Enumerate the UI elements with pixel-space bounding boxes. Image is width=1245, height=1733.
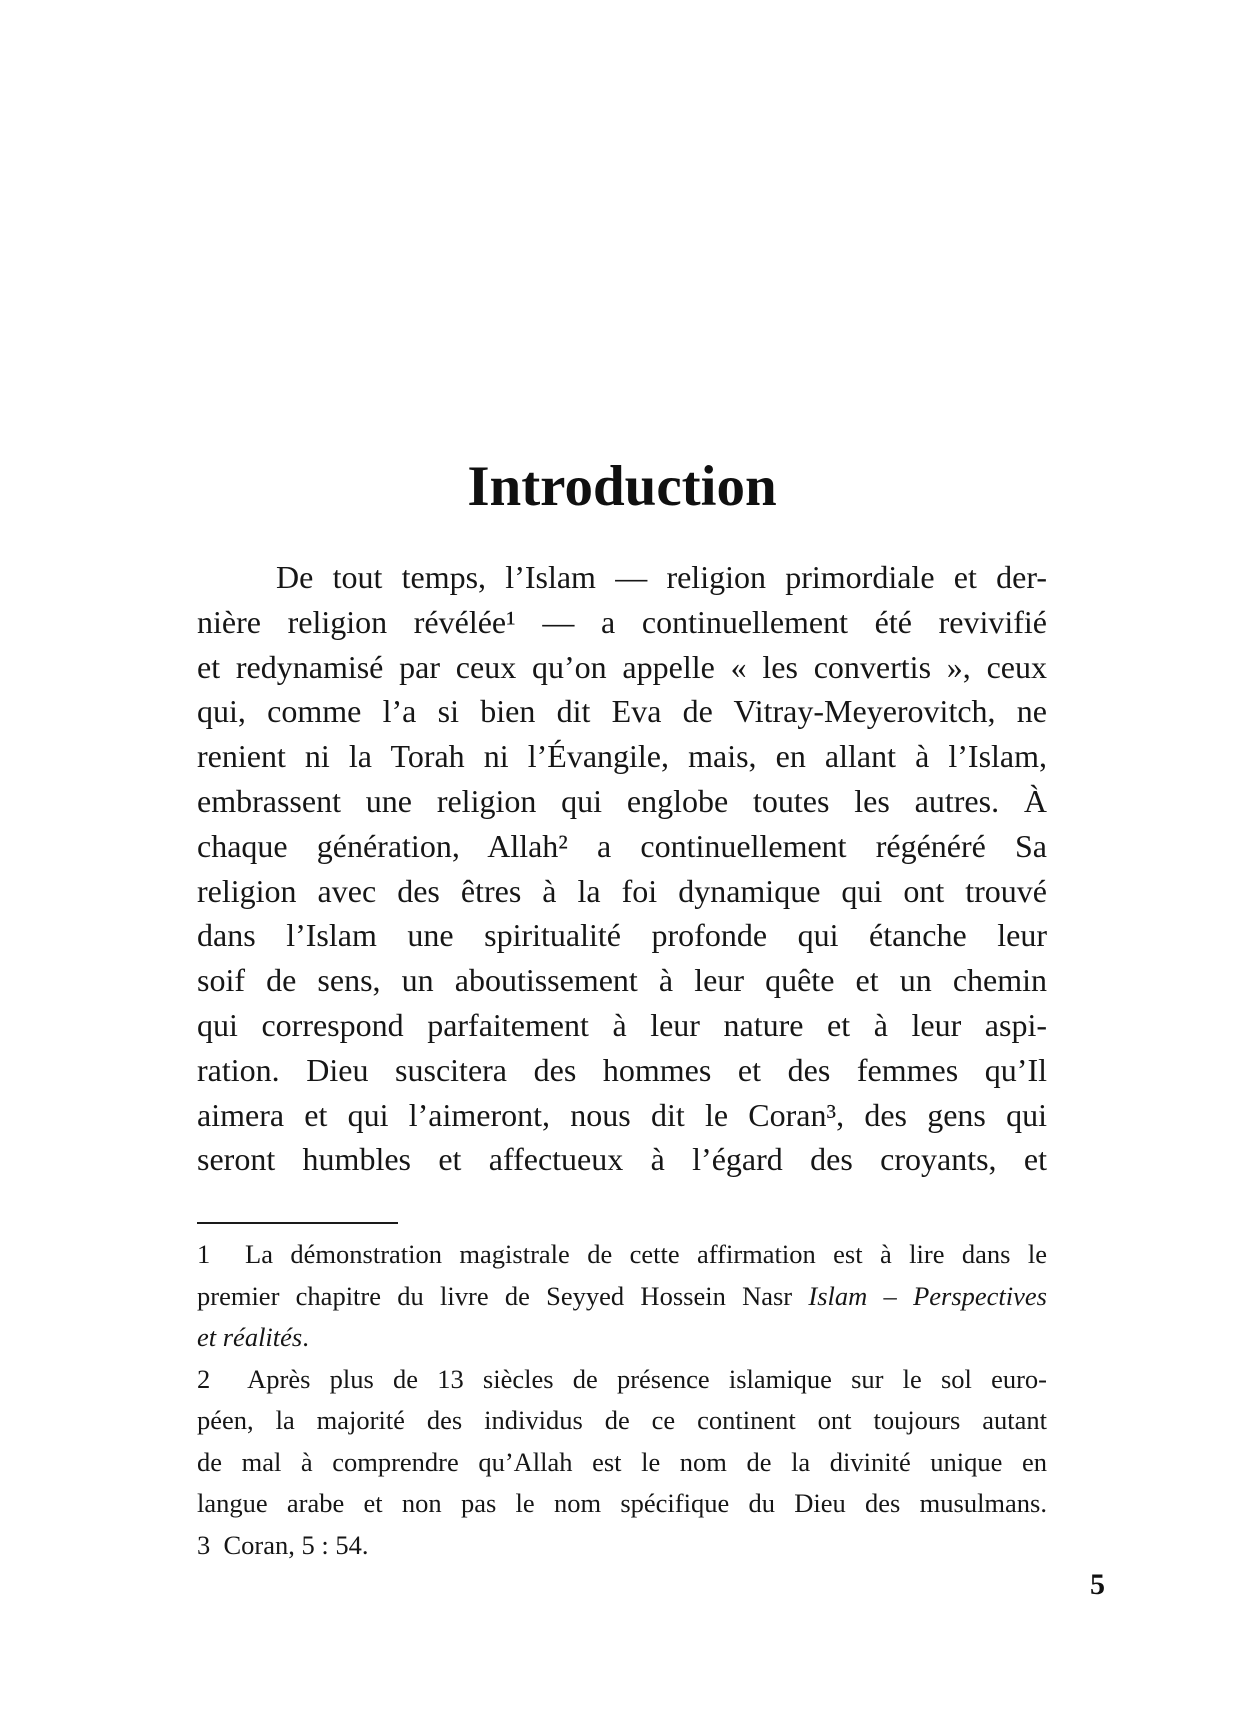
footnote-text: . (302, 1322, 309, 1352)
body-line: chaque génération, Allah² a continuellement régénéré Sa (197, 827, 1047, 864)
footnote-1-line (197, 1276, 1047, 1318)
footnote-2-line: de mal à comprendre qu’Allah est le nom de la divinité unique en (197, 1446, 1047, 1477)
body-line: qui correspond parfaitement à leur nature et à leur aspi- (197, 1006, 1047, 1043)
footnote-1-line: 1 La démonstration magistrale de cette affirmation est à lire dans le (197, 1239, 1047, 1269)
footnote-3-line: 3 Coran, 5 : 54. (197, 1529, 369, 1560)
body-line: dans l’Islam une spiritualité profonde qui étanche leur (197, 917, 1047, 954)
footnotes-block (197, 1234, 1047, 1566)
footnote-text: premier chapitre du livre de Seyyed Hossein Nasr (197, 1280, 809, 1311)
chapter-title: Introduction (467, 455, 777, 519)
body-line: embrassent une religion qui englobe toutes les autres. À (197, 782, 1047, 819)
body-line: renient ni la Torah ni l’Évangile, mais, en allant à l’Islam, (197, 738, 1047, 775)
footnote-book-title: et réalités (197, 1322, 303, 1352)
footnote-divider (197, 1222, 398, 1224)
body-line: seront humbles et affectueux à l’égard des croyants, et (197, 1141, 1047, 1178)
body-line: religion avec des êtres à la foi dynamique qui ont trouvé (197, 872, 1047, 909)
page-number: 5 (1090, 1568, 1105, 1601)
body-line: qui, comme l’a si bien dit Eva de Vitray-Meyerovitch, ne (197, 693, 1047, 730)
intro-paragraph (197, 555, 1047, 1182)
footnote-2-line: 2 Après plus de 13 siècles de présence islamique sur le sol euro- (197, 1363, 1047, 1394)
footnote-2-line: péen, la majorité des individus de ce continent ont toujours autant (197, 1405, 1047, 1435)
body-line: soif de sens, un aboutissement à leur quête et un chemin (197, 962, 1047, 999)
body-line: aimera et qui l’aimeront, nous dit le Coran³, des gens qui (197, 1096, 1047, 1133)
footnote-1-line (197, 1317, 1047, 1359)
body-line: ration. Dieu suscitera des hommes et des femmes qu’Il (197, 1051, 1047, 1088)
body-line: et redynamisé par ceux qu’on appelle « les convertis », ceux (197, 648, 1047, 685)
body-line: De tout temps, l’Islam — religion primordiale et der- (276, 559, 1047, 595)
body-line: nière religion révélée¹ — a continuellement été revivifié (197, 603, 1047, 640)
footnote-book-title: Islam – Perspectives (808, 1280, 1047, 1311)
footnote-2-line: langue arabe et non pas le nom spécifique du Dieu des musulmans. (197, 1488, 1047, 1518)
